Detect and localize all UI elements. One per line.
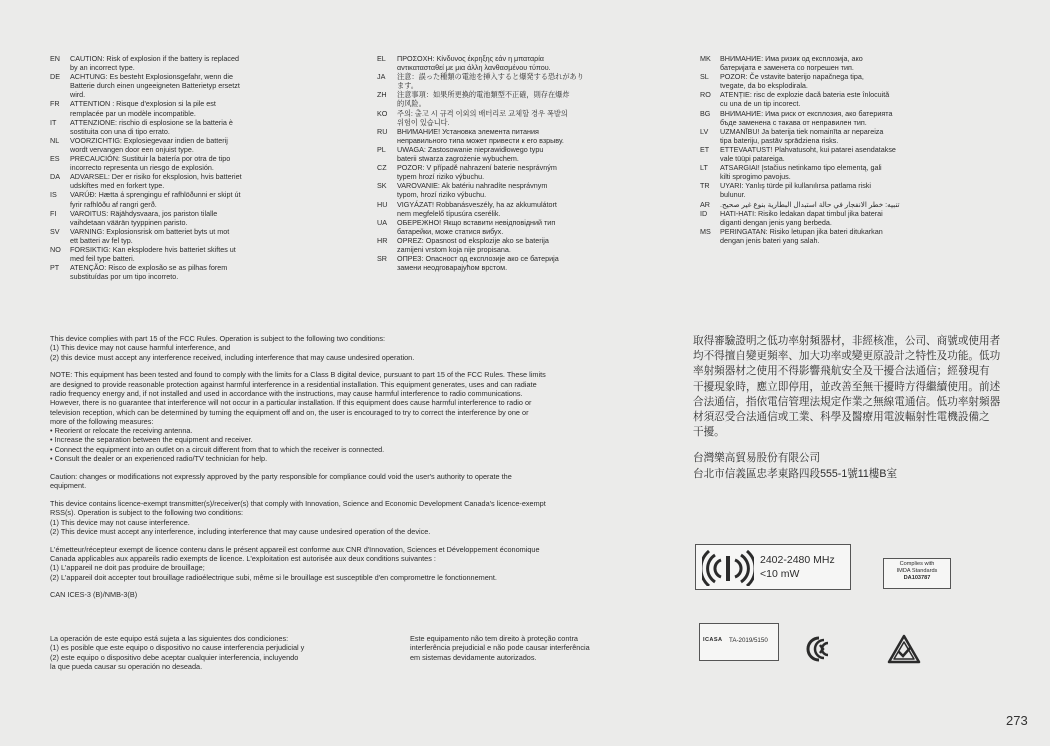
fcc-compliance-section [50,334,668,608]
language-code: TR [700,181,710,191]
warning-entry [377,181,622,199]
warning-text: FORSIKTIG: Kan eksplodere hvis batteriet skiftes ut med feil type batteri. [70,244,236,264]
warning-entry [377,90,622,108]
warning-text: VAROITUS: Räjähdysvaara, jos pariston tilalle vaihdetaan väärän tyyppinen paristo. [70,208,218,227]
warning-text: POZOR: V případě nahrazení baterie nesprávným typem hrozí riziko výbuchu. [397,163,557,182]
warning-entry [50,209,285,227]
icasa-logo: ICASA [703,637,723,643]
warning-entry [50,136,285,154]
language-code: SL [700,72,709,82]
warning-text: VIGYÁZAT! Robbanásveszély, ha az akkumulátort nem megfelelő típusúra cserélik. [397,199,557,218]
language-code: FI [50,208,57,218]
warning-text: 주의: 출고 시 규격 이외의 배터리로 교체할 경우 폭발의 위험이 있습니다. [397,108,568,127]
warning-text: UYARI: Yanlış türde pil kullanılırsa patlama riski bulunur. [720,181,871,200]
battery-warnings-column-3 [700,54,945,245]
portuguese-compliance-text: Este equipamento não tem direito à proteção contra interferência prejudicial e não pode causar interferência em sistemas devidamente autorizados. [410,634,590,662]
taiwan-ncc-section [693,334,1005,493]
warning-text: UWAGA: Zastosowanie nieprawidłowego typu baterii stwarza zagrożenie wybuchem. [397,144,544,164]
warning-text: CAUTION: Risk of explosion if the battery is replaced by an incorrect type. [70,54,239,73]
language-code: SV [50,226,60,236]
fcc-caution-paragraph: Caution: changes or modifications not expressly approved by the party responsible for compliance could void the user's authority to operate the equipment. [50,471,512,491]
language-code: IS [50,190,57,200]
taiwan-notice: 取得審驗證明之低功率射頻器材，非經核准，公司、商號或使用者 均不得擅自變更頻率、加大功率或變更原設計之特性及功能。低功 率射頻器材之使用不得影響飛航安全及干擾合法通信；經發現有 干擾現象時，應立即停用，並改善至無干擾時方得繼續使用。前述 合法通信，指依電信管理法規定作業之無線電通信。低功率射頻器 材須忍受合法通信或工業、科學及醫療用電波輻射性電機設備之 干擾。 [693,335,1001,439]
warning-text: 注意事項：如果所更換的電池類型不正確，則存在爆炸 的风险。 [397,90,570,109]
warning-text: ATTENZIONE: rischio di esplosione se la batteria è sostituita con una di tipo errato. [70,117,233,136]
language-code: DA [50,172,60,182]
language-code: KO [377,108,388,118]
compliance-triangle-icon [887,634,921,664]
warning-entry [50,172,285,190]
warning-text: ΠΡΟΣΟΧΗ: Κίνδυνος έκρηξης εάν η μπαταρία αντικατασταθεί με μια άλλη λανθασμένου τύπου. [397,54,551,73]
warning-entry [377,127,622,145]
warning-entry [377,163,622,181]
language-code: ZH [377,90,387,100]
page-number: 273 [1006,713,1028,728]
warning-entry [50,99,285,117]
language-code: PT [50,263,60,273]
warning-entry [50,72,285,99]
warning-entry [700,54,945,72]
warning-text: VARNING: Explosionsrisk om batteriet byts ut mot ett batteri av fel typ. [70,226,230,245]
taiwan-company-address: 台灣樂高貿易股份有限公司 台北市信義區忠孝東路四段555-1號11樓B室 [693,452,898,480]
icasa-approval-number: TA-2019/5150 [729,637,768,644]
icasa-label [699,623,779,661]
warning-entry [377,200,622,218]
warning-text: ADVARSEL: Der er risiko for eksplosion, hvis batteriet udskiftes med en forkert type. [70,172,242,191]
language-code: MK [700,54,711,63]
warning-text: PERINGATAN: Risiko letupan jika bateri ditukarkan dengan jenis bateri yang salah. [720,226,883,245]
warning-entry [377,109,622,127]
warning-text: PRECAUCIÓN: Sustituir la batería por otra de tipo incorrecto representa un riesgo de explosión. [70,154,231,173]
warning-entry [700,209,945,227]
imda-line-1: Complies with [899,561,935,567]
warning-entry [50,245,285,263]
ices-label: CAN ICES-3 (B)/NMB-3(B) [50,590,138,600]
warning-text: ВНИМАНИЕ: Има риск от експлозия, ако батерията бъде заменена с такава от неправилен тип. [720,108,893,127]
warning-text: UZMANĪBU! Ja baterija tiek nomainīta ar nepareiza tipa bateriju, pastāv sprādziena risks. [720,126,884,145]
warning-text: POZOR: Če vstavite baterijo napačnega tipa, tvegate, da bo eksplodirala. [720,72,864,91]
warning-entry [50,118,285,136]
battery-warnings-column-2 [377,54,622,272]
warning-text: ВНИМАНИЕ: Има ризик од експлозија, ако батеријата е заменета со погрешен тип. [720,54,863,73]
warning-entry [700,200,945,209]
warning-entry [700,72,945,90]
ised-paragraph-en: This device contains licence-exempt transmitter(s)/receiver(s) that comply with Innovation, Science and Economic Development Canada's licence-exempt RSS(s). Operation is subject to the following two conditions: (1) This device may not cause interference. (2) This device must accept any interference, including interference that may cause undesired operation of the device. [50,498,546,536]
language-code: FR [50,99,60,109]
language-code: LV [700,126,709,136]
warning-entry [700,227,945,245]
language-code: EL [377,54,386,63]
language-code: IT [50,117,57,127]
language-code: ES [50,154,60,164]
language-code: NO [50,244,61,254]
warning-text: HATI-HATI: Risiko ledakan dapat timbul jika baterai diganti dengan jenis yang berbeda. [720,208,883,227]
warning-text: ATTENTION : Risque d'explosion si la pile est remplacée par un modèle incompatible. [70,99,216,118]
warning-entry [377,218,622,236]
warning-entry [377,236,622,254]
wireless-signal-icon [702,548,754,586]
warning-text: ATENȚIE: risc de explozie dacă bateria este înlocuită cu una de un tip incorect. [720,90,890,109]
language-code: RU [377,126,388,136]
language-code: PL [377,144,386,154]
warning-text: OPREZ: Opasnost od eksplozije ako se baterija zamijeni vrstom koja nije propisana. [397,235,549,254]
language-code: SR [377,254,387,264]
warning-entry [700,127,945,145]
fcc-note-paragraph: NOTE: This equipment has been tested and found to comply with the limits for a Class B digital device, pursuant to part 15 of the FCC Rules. These limits are designed to provide reasonable protection against harmful interference in a residential installation. This equipment generates, uses and can radiate radio frequency energy and, if not installed and used in accordance with the instructions, may cause harmful interference to radio communications. However, there is no guarantee that interference will not occur in a particular installation. If this equipment does cause harmful interference to radio or television reception, which can be determined by turning the equipment off and on, the user is encouraged to try to correct the interference by one or more of the following measures: • Reorient or relocate the receiving antenna. • Increase the separation between the equipment and receiver. • Connect the equipment into an outlet on a circuit different from that to which the receiver is connected. • Consult the dealer or an experienced radio/TV technician for help. [50,370,546,464]
warning-entry [377,72,622,90]
battery-warnings-column-1 [50,54,285,281]
language-code: ID [700,208,708,218]
warning-entry [700,90,945,108]
language-code: ET [700,144,710,154]
warning-entry [377,254,622,272]
rcm-mark-icon [806,634,836,664]
warning-text: ETTEVAATUST! Plahvatusoht, kui patarei asendatakse vale tüüpi patareiga. [720,144,896,164]
language-code: NL [50,135,60,145]
language-code: EN [50,54,60,63]
language-code: RO [700,90,711,100]
language-code: LT [700,163,708,173]
fcc-paragraph: This device complies with part 15 of the FCC Rules. Operation is subject to the following two conditions: (1) This device may not cause harmful interference, and (2) this device must accept any interference received, including interference that may cause undesired operation. [50,334,415,362]
warning-text: ATENÇÃO: Risco de explosão se as pilhas forem substituídas por um tipo incorreto. [70,263,228,282]
language-code: JA [377,72,386,82]
language-code: HU [377,199,388,209]
warning-entry [50,227,285,245]
imda-line-2: IMDA Standards [896,568,938,574]
warning-entry [50,263,285,281]
language-code: BG [700,108,711,118]
warning-text: ACHTUNG: Es besteht Explosionsgefahr, wenn die Batterie durch einen ungeeigneten Batterietyp ersetzt wird. [70,72,240,100]
imda-dealer-id: DA103787 [903,575,931,581]
warning-entry [377,54,622,72]
warning-entry [377,145,622,163]
transmit-power: <10 mW [760,568,800,580]
warning-text: ATSARGIAI! Įstačius netinkamo tipo elementą, gali kilti sprogimo pavojus. [720,163,882,182]
language-code: CZ [377,163,387,173]
spanish-compliance-text: La operación de este equipo está sujeta a las siguientes dos condiciones: (1) es posible que este equipo o dispositivo no cause interferencia perjudicial y (2) este equipo o dispositivo debe aceptar cualquier interferencia, incluyendo la que pueda causar su operación no deseada. [50,634,305,671]
warning-entry [50,190,285,208]
warning-entry [700,145,945,163]
warning-text: VAROVANIE: Ak batériu nahradíte nesprávnym typom, hrozí riziko výbuchu. [397,181,548,200]
language-code: DE [50,72,60,82]
language-code: MS [700,226,711,236]
language-code: AR [700,199,710,209]
warning-entry [50,154,285,172]
imda-label [883,558,951,589]
frequency-band: 2402-2480 MHz [760,554,835,566]
warning-text: VARÚÐ: Hætta á sprengingu ef rafhlöðunni er skipt út fyrir rafhlöðu af rangri gerð. [70,190,241,209]
warning-text: تنبيه: خطر الانفجار في حالة استبدال البطارية بنوع غير صحيح. [720,199,900,209]
radio-spec-label [695,544,851,590]
warning-entry [50,54,285,72]
warning-text: ОПРЕЗ: Опасност од експлозије ако се батерија замени неодговарајућом врстом. [397,254,559,273]
warning-text: ОБЕРЕЖНО! Якщо вставити невідповідний тип батарейки, може статися вибух. [397,217,556,236]
language-code: UA [377,217,387,227]
warning-entry [700,109,945,127]
warning-text: 注意：誤った種類の電池を挿入すると爆発する恐れがあり ます。 [397,72,584,91]
warning-entry [700,181,945,199]
language-code: HR [377,235,388,245]
warning-text: ВНИМАНИЕ! Установка элемента питания неправильного типа может привести к его взрыву. [397,126,564,145]
warning-entry [700,163,945,181]
ised-paragraph-fr: L'émetteur/récepteur exempt de licence contenu dans le présent appareil est conforme aux CNR d'Innovation, Sciences et Développement économique Canada applicables aux appareils radio exempts de licence. L'exploitation est autorisée aux deux conditions suivantes : (1) L'appareil ne doit pas produire de brouillage; (2) L'appareil doit accepter tout brouillage radioélectrique subi, même si le brouillage est susceptible d'en compromettre le fonctionnement. [50,544,540,582]
language-code: SK [377,181,387,191]
warning-text: VOORZICHTIG: Explosiegevaar indien de batterij wordt vervangen door een onjuist type. [70,135,228,154]
